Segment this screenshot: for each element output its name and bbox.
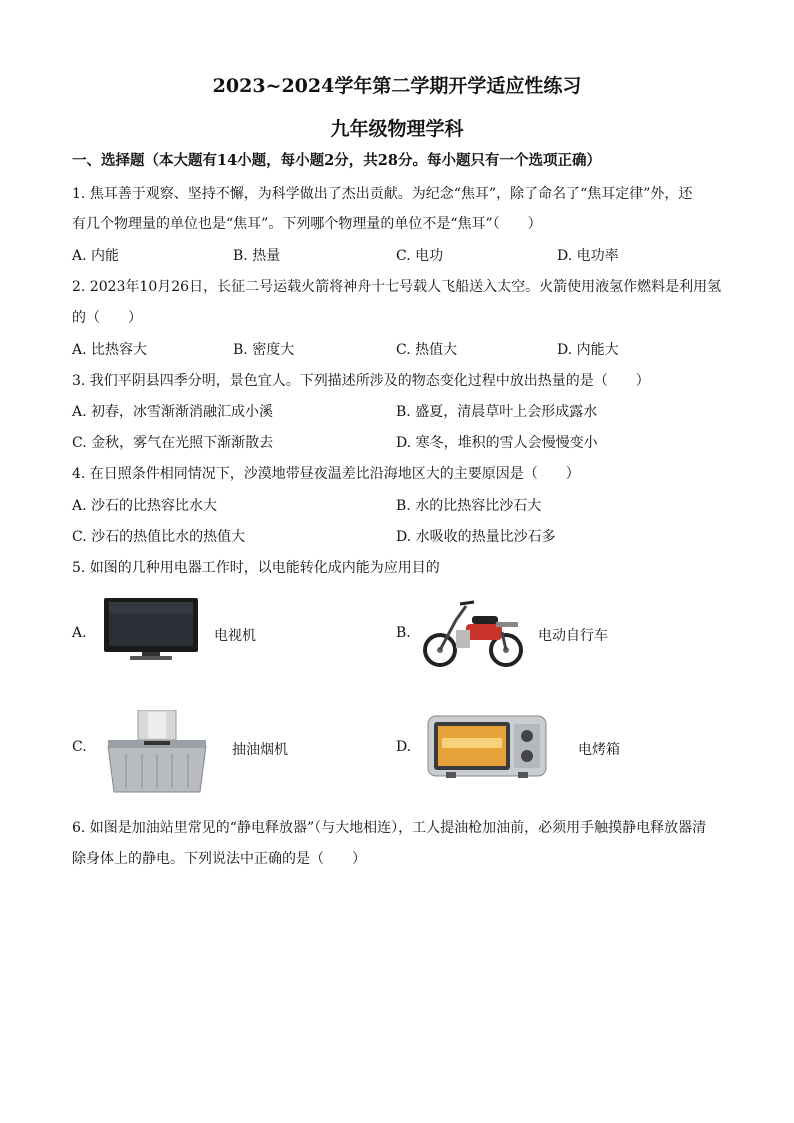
tv-image bbox=[102, 596, 200, 662]
question-5-letter-a: A. bbox=[72, 625, 87, 641]
question-4-line-1: 4. 在日照条件相同情况下，沙漠地带昼夜温差比沿海地区大的主要原因是（ ） bbox=[72, 466, 580, 482]
question-4-option-c: C. 沙石的热值比水的热值大 bbox=[72, 529, 246, 545]
question-1-option-c: C. 电功 bbox=[396, 248, 444, 264]
question-2-option-a: A. 比热容大 bbox=[72, 342, 148, 358]
question-6-line-1: 6. 如图是加油站里常见的“静电释放器”（与大地相连），工人提油枪加油前，必须用手触摸静电释放器清 bbox=[72, 820, 707, 836]
question-3-option-d: D. 寒冬，堆积的雪人会慢慢变小 bbox=[396, 435, 598, 451]
question-6-line-2: 除身体上的静电。下列说法中正确的是（ ） bbox=[72, 851, 366, 867]
question-2-option-c: C. 热值大 bbox=[396, 342, 458, 358]
question-1-option-b: B. 热量 bbox=[233, 248, 281, 264]
question-1-line-1: 1. 焦耳善于观察、坚持不懈，为科学做出了杰出贡献。为纪念“焦耳”，除了命名了“焦耳定律”外，还 bbox=[72, 186, 693, 202]
range-hood-image bbox=[104, 710, 210, 796]
question-3-line-1: 3. 我们平阴县四季分明，景色宜人。下列描述所涉及的物态变化过程中放出热量的是（ ） bbox=[72, 373, 650, 389]
question-2-line-2: 的（ ） bbox=[72, 310, 142, 326]
question-1-line-2: 有几个物理量的单位也是“焦耳”。下列哪个物理量的单位不是“焦耳”（ ） bbox=[72, 216, 542, 232]
question-4-option-b: B. 水的比热容比沙石大 bbox=[396, 498, 542, 514]
question-1-option-d: D. 电功率 bbox=[557, 248, 619, 264]
question-4-option-d: D. 水吸收的热量比沙石多 bbox=[396, 529, 556, 545]
question-5-letter-d: D. bbox=[396, 739, 412, 755]
page-title: 2023~2024学年第二学期开学适应性练习 bbox=[212, 75, 582, 97]
page-subtitle: 九年级物理学科 bbox=[330, 118, 464, 140]
question-5-letter-c: C. bbox=[72, 739, 87, 755]
question-5-label-c: 抽油烟机 bbox=[232, 742, 288, 758]
question-4-option-a: A. 沙石的比热容比水大 bbox=[72, 498, 218, 514]
question-3-option-c: C. 金秋，雾气在光照下渐渐散去 bbox=[72, 435, 274, 451]
question-5-label-d: 电烤箱 bbox=[578, 742, 620, 758]
question-2-option-d: D. 内能大 bbox=[557, 342, 619, 358]
toaster-oven-image bbox=[426, 712, 548, 784]
question-5-label-a: 电视机 bbox=[214, 628, 256, 644]
question-5-label-b: 电动自行车 bbox=[538, 628, 608, 644]
question-3-option-a: A. 初春，冰雪渐渐消融汇成小溪 bbox=[72, 404, 274, 420]
question-2-option-b: B. 密度大 bbox=[233, 342, 295, 358]
question-1-option-a: A. 内能 bbox=[72, 248, 120, 264]
question-5-line-1: 5. 如图的几种用电器工作时，以电能转化成内能为应用目的 bbox=[72, 560, 440, 576]
section-heading: 一、选择题（本大题有14小题，每小题2分，共28分。每小题只有一个选项正确） bbox=[72, 152, 601, 169]
question-2-line-1: 2. 2023年10月26日，长征二号运载火箭将神舟十七号载人飞船送入太空。火箭使用液氢作燃料是利用氢 bbox=[72, 279, 722, 295]
electric-bicycle-image bbox=[422, 596, 526, 668]
question-5-letter-b: B. bbox=[396, 625, 411, 641]
question-3-option-b: B. 盛夏，清晨草叶上会形成露水 bbox=[396, 404, 598, 420]
